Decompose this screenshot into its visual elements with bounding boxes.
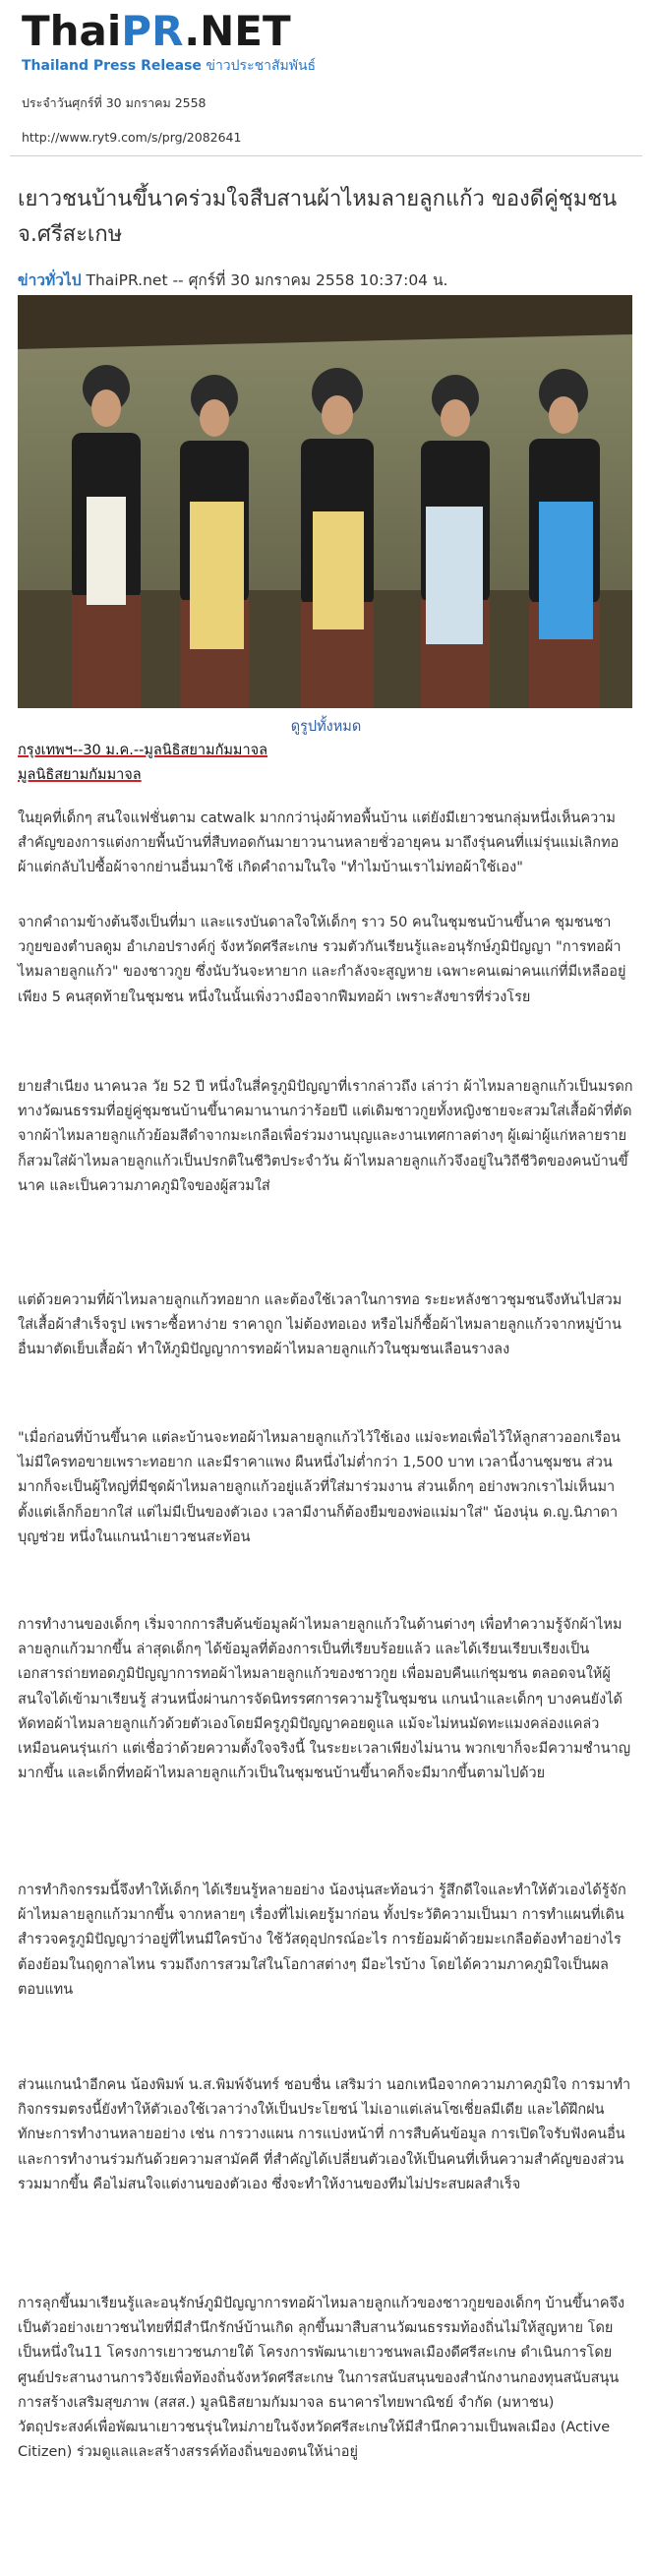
paragraph-6: การทำงานของเด็กๆ เริ่มจากการสืบค้นข้อมูลผ้าไหมลายลูกแก้วในด้านต่างๆ เพื่อทำความรู้จักผ้าไหมลายลูกแก้วมากขึ้น ล่าสุดเด็กๆ ได้ข้อมูลที่ต้องการเป็นที่เรียบร้อยแล้ว และได้เรียนเรียบเรียงเป็นเอกสารถ่ายทอดภูมิปัญญาการทอผ้าไหมลายลูกแก้วของชาวกูย เพื่อมอบคืนแก่ชุมชน ตลอดจนให้ผู้สนใจได้เข้ามาเรียนรู้ ส่วนหนึ่งผ่านการจัดนิทรรศการความรู้ในชุมชน แกนนำและเด็กๆ บางคนยังได้หัดทอผ้าไหมลายลูกแก้วด้วยตัวเองโดยมีครูภูมิปัญญาคอยดูแล แม้จะไม่หนมัดทะแมงคล่องแคล่วเหมือนคนรุ่นเก่า แต่เชื่อว่าด้วยความตั้งใจจริงนี้ ในระยะเวลาเพียงไม่นาน พวกเขาก็จะมีความชำนาญมากขึ้น และเด็กที่ทอผ้าไหมลายลูกแก้วเป็นในชุมชนบ้านขึ้นาคก็จะมีมากขึ้นตามไปด้วย [18,1617,631,1782]
source-url: http://www.ryt9.com/s/prg/2082641 [22,130,242,145]
paragraph-8: ส่วนแกนนำอีกคน น้องพิมพ์ น.ส.พิมพ์จันทร์ ชอบชื่น เสริมว่า นอกเหนือจากความภาคภูมิใจ การมาทำกิจกรรมตรงนี้ยังทำให้ตัวเองใช้เวลาว่างให้เป็นประโยชน์ ไม่เอาแต่เล่นโซเชี่ยลมีเดีย และได้ฝึกฝนทักษะการทำงานหลายอย่าง เช่น การวางแผน การแบ่งหน้าที่ การสืบค้นข้อมูล การเปิดใจรับฟังคนอื่น และการทำงานร่วมกันด้วยความสามัคคี ที่สำคัญได้เปลี่ยนตัวเองให้เป็นคนที่เห็นความสำคัญของส่วนรวมมากขึ้น คือไม่สนใจแต่งานของตัวเอง ซึ่งจะทำให้งานของทีมไม่ประสบผลสำเร็จ [18,2077,631,2192]
logo-wordmark [22,8,317,55]
category-link[interactable]: ข่าวทั่วไป [18,271,82,289]
header-divider [10,155,642,156]
paragraph-2: จากคำถามข้างต้นจึงเป็นที่มา และแรงบันดาลใจให้เด็กๆ ราว 50 คนในชุมชนบ้านขึ้นาค ชุมชนชาวกูยของตำบลดูม อำเภอปรางค์กู่ จังหวัดศรีสะเกษ รวมตัวกันเรียนรู้และอนุรักษ์ภูมิปัญญา "การทอผ้าไหมลายลูกแก้ว" ของชาวกูย ซึ่งนับวันจะหายาก และกำลังจะสูญหาย เฉพาะคนเฒ่าคนแก่ที่มีเหลืออยู่เพียง 5 คนสุดท้ายในชุมชน หนึ่งในนั้นเพิ่งวางมือจากฟืมทอผ้า เพราะสังขารที่ร่วงโรย [18,915,626,1005]
paragraph-7: การทำกิจกรรมนี้จึงทำให้เด็กๆ ได้เรียนรู้หลายอย่าง น้องนุ่นสะท้อนว่า รู้สึกดีใจและทำให้ตัวเองได้รู้จักผ้าไหมลายลูกแก้วมากขึ้น จากหลายๆ เรื่องที่ไม่เคยรู้มาก่อน ทั้งประวัติความเป็นมา การทำแผนที่เดินสำรวจครูภูมิปัญญาว่าอยู่ที่ไหนมีใครบ้าง ใช้วัสดุอุปกรณ์อะไร การย้อมผ้าด้วยมะเกลือต้องทำอย่างไร ต้องย้อมในฤดูกาลไหน รวมถึงการสวมใส่ในโอกาสต่างๆ มีอะไรบ้าง โดยได้ความภาคภูมิใจเป็นผลตอบแทน [18,1883,626,1998]
paragraph-9: การลุกขึ้นมาเรียนรู้และอนุรักษ์ภูมิปัญญาการทอผ้าไหมลายลูกแก้วของชาวกูยของเด็กๆ บ้านขึ้นาคจึงเป็นตัวอย่างเยาวชนไทยที่มีสำนึกรักษ์บ้านเกิด ลุกขึ้นมาสืบสานวัฒนธรรมท้องถิ่นไม่ให้สูญหาย โดยเป็นหนึ่งใน11 โครงการเยาวชนภายใต้ โครงการพัฒนาเยาวชนพลเมืองดีศรีสะเกษ ดำเนินการโดยศูนย์ประสานงานการวิจัยเพื่อท้องถิ่นจังหวัดศรีสะเกษ ในการสนับสนุนของสำนักงานกองทุนสนับสนุนการสร้างเสริมสุขภาพ (สสส.) มูลนิธิสยามกัมมาจล ธนาคารไทยพาณิชย์ จำกัด (มหาชน) วัตถุประสงค์เพื่อพัฒนาเยาวชนรุ่นใหม่ภายในจังหวัดศรีสะเกษให้มีสำนึกความเป็นพลเมือง (Active Citizen) ร่วมดูแลและสร้างสรรค์ท้องถิ่นของตนให้น่าอยู่ [18,2296,625,2461]
article-title: เยาวชนบ้านขึ้นาคร่วมใจสืบสานผ้าไหมลายลูกแก้ว ของดีคู่ชุมชน จ.ศรีสะเกษ [18,186,618,247]
issue-date: ประจำวันศุกร์ที่ 30 มกราคม 2558 [22,95,207,110]
byline [18,268,448,292]
paragraph-5: "เมื่อก่อนที่บ้านขึ้นาค แต่ละบ้านจะทอผ้าไหมลายลูกแก้วไว้ใช้เอง แม่จะทอเพื่อไว้ให้ลูกสาวออกเรือน ไม่มีใครทอขายเพราะทอยาก และมีราคาแพง ผืนหนึ่งไม่ต่ำกว่า 1,500 บาท เวลานี้งานชุมชน ส่วนมากก็จะเป็นผู้ใหญ่ที่มีชุดผ้าไหมลายลูกแก้วอยู่แล้วที่ใส่มาร่วมงาน ส่วนเด็กๆ อย่างพวกเราไม่เห็นมาตั้งแต่เล็กก็อยากใส่ แต่ไม่มีเป็นของตัวเอง เวลามีงานก็ต้องยืมของพ่อแม่มาใส่" น้องนุ่น ด.ญ.นิภาดา บุญช่วย หนึ่งในแกนนำเยาวชนสะท้อน [18,1430,621,1545]
dateline: กรุงเทพฯ--30 ม.ค.--มูลนิธิสยามกัมมาจล มูลนิธิสยามกัมมาจล [18,743,267,783]
paragraph-3: ยายสำเนียง นาคนวล วัย 52 ปี หนึ่งในสี่ครูภูมิปัญญาที่เรากล่าวถึง เล่าว่า ผ้าไหมลายลูกแก้วเป็นมรดกทางวัฒนธรรมที่อยู่คู่ชุมชนบ้านขึ้นาคมานานกว่าร้อยปี แต่เดิมชาวกูยทั้งหญิงชายจะสวมใส่เสื้อผ้าที่ตัดจากผ้าไหมลายลูกแก้วย้อมสีดำจากมะเกลือเพื่อร่วมงานบุญและงานเทศกาลต่างๆ ผู้เฒ่าผู้แก่หลายรายก็สวมใส่ผ้าไหมลายลูกแก้วเป็นปรกติในชีวิตประจำวัน ผ้าไหมลายลูกแก้วจึงอยู่ในวิถีชีวิตของคนบ้านขึ้นาค และเป็นความภาคภูมิใจของผู้สวมใส่ [18,1079,633,1194]
logo-net: .NET [184,7,291,55]
photo-illustration [18,295,632,708]
paragraph-4: แต่ด้วยความที่ผ้าไหมลายลูกแก้วทอยาก และต้องใช้เวลาในการทอ ระยะหลังชาวชุมชนจึงหันไปสวมใส่เสื้อผ้าสำเร็จรูป เพราะซื้อหาง่าย ราคาถูก ไม่ต้องทอเอง หรือไม่ก็ซื้อผ้าไหมลายลูกแก้วจากหมู่บ้านอื่นมาตัดเย็บเสื้อผ้า ทำให้ภูมิปัญญาการทอผ้าไหมลายลูกแก้วในชุมชนเลือนรางลง [18,1292,622,1358]
logo-tagline-th: ข่าวประชาสัมพันธ์ [206,58,317,74]
source-line: ThaiPR.net -- ศุกร์ที่ 30 มกราคม 2558 10:37:04 น. [86,271,448,289]
logo-tagline-en: Thailand Press Release [22,58,202,74]
thaipr-logo[interactable] [22,8,317,87]
article-photo[interactable] [18,295,632,708]
view-all-photos-link[interactable]: ดูรูปทั้งหมด [290,719,362,735]
paragraph-1: ในยุคที่เด็กๆ สนใจแฟชั่นตาม catwalk มากกว่านุ่งผ้าทอพื้นบ้าน แต่ยังมีเยาวชนกลุ่มหนึ่งเห็นความสำคัญของการแต่งกายพื้นบ้านที่สืบทอดกันมายาวนานหลายชั่วอายุคน มาถึงรุ่นคนที่แม่รุ่นแม่เลิกทอผ้าแต่กลับไปซื้อผ้าจากย่านอื่นมาใช้ เกิดคำถามในใจ "ทำไมบ้านเราไม่ทอผ้าใช้เอง" [18,810,620,876]
logo-thai: Thai [22,7,122,55]
logo-tagline [22,57,317,75]
logo-pr: PR [121,7,185,55]
